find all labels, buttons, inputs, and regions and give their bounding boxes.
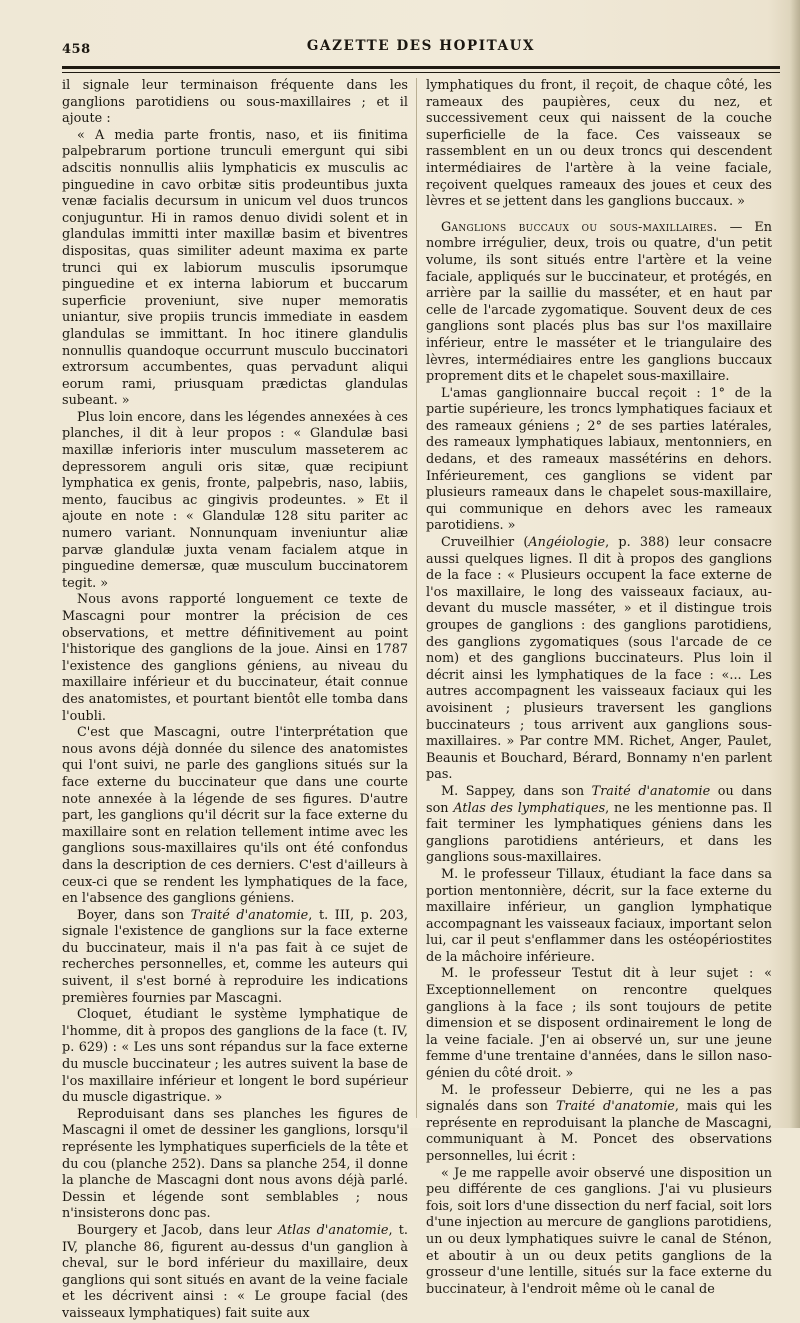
page-edge-shadow	[790, 0, 800, 1128]
text-run: Bourgery et Jacob, dans leur	[77, 1222, 278, 1238]
text-run: , ne les mentionne pas. Il fait terminer les lymphatiques géniens dans les ganglions parotidiens antérieurs, et dans les ganglions sous-maxillaires.	[426, 800, 772, 866]
text-run: M. Sappey, dans son	[441, 783, 592, 799]
book-title: Traité d'anatomie	[190, 907, 309, 923]
paragraph	[62, 1223, 408, 1323]
paragraph: Plus loin encore, dans les légendes annexées à ces planches, il dit à leur propos : « Glandulæ basi maxillæ inferioris inter musculum masseterem ac depressorem anguli oris sitæ, quæ recipiunt lymphatica ex genis, fronte, palpebris, naso, labiis, mento, faucibus ac gingivis prodeuntes. » Et il ajoute en note : « Glandulæ 128 situ pariter ac numero variant. Nonnunquam inveniuntur aliæ parvæ glandulæ juxta venam facialem atque in pinguedine demersæ, quæ musculum buccinatorem tegit. »	[62, 409, 408, 591]
column-divider	[416, 78, 417, 1118]
paragraph: C'est que Mascagni, outre l'interprétation que nous avons déjà donnée du silence des anatomistes qui l'ont suivi, ne parle des ganglions situés sur la face externe du buccinateur que dans une courte note annexée à la légende de ses figures. D'autre part, les ganglions qu'il décrit sur la face externe du maxillaire sont en relation tellement intime avec les ganglions sous-maxillaires qu'ils ont été confondus dans la description de ces derniers. C'est d'ailleurs à ceux-ci que se rendent les lymphatiques de la face, en l'absence des ganglions géniens.	[62, 725, 408, 907]
book-title: Traité d'anatomie	[591, 783, 711, 799]
text-run: , mais qui les représente en reproduisant la planche de Mascagni, communiquant à M. Poncet des observations personnelles, lui écrit :	[426, 1099, 772, 1164]
paragraph: M. le professeur Tillaux, étudiant la face dans sa portion mentonnière, décrit, sur la face externe du maxillaire inférieur, un ganglion lymphatique accompagnant les vaisseaux faciaux, important selon lui, car il peut s'enflammer dans les ostéopériostites de la mâchoire inférieure.	[426, 866, 772, 965]
journal-title: GAZETTE DES HOPITAUX	[306, 38, 536, 54]
latin-quotation: « A media parte frontis, naso, et iis finitima palpebrarum portione trunculi emergunt qui sibi adscitis nonnullis aliis lymphaticis ex musculis ac pinguedine in cavo orbitæ sitis prodeuntibus juxta venæ facialis decursum in unicum vel duos truncos conjuguntur. Hi in ramos denuo dividi solent et in glandulas immitti inter maxillæ basim et biventres dispositas, quas similiter adeunt maxima ex parte trunci qui ex labiorum musculis ipsorumque pinguedine et ex interna labiorum et buccarum superficie proveniunt, sive nuper memoratis uniantur, sive propiis truncis immediate in easdem glandulas se immittant. In hoc itinere glandulis nonnullis quandoque occurrunt musculo buccinatori extrorsum accumbentes, quas pervadunt aliqui eorum rami, priusquam prædictas glandulas subeant. »	[62, 127, 408, 409]
text-run: — En nombre irrégulier, deux, trois ou quatre, d'un petit volume, ils sont situés entre l'artère et la veine faciale, appliqués sur le buccinateur, et protégés, en arrière par la saillie du masséter, et en haut par celle de l'arcade zygomatique. Souvent deux de ces ganglions sont placés plus bas sur l'os maxillaire inférieur, entre le masséter et le triangulaire des lèvres, intermédiaires entre les ganglions buccaux proprement dits et le chapelet sous-maxillaire.	[426, 219, 772, 385]
paragraph: Reproduisant dans ses planches les figures de Mascagni il omet de dessiner les ganglions, lorsqu'il représente les lymphatiques superficiels de la tête et du cou (planche 252). Dans sa planche 254, il donne la planche de Mascagni dont nous avons déjà parlé. Dessin et légende sont semblables ; nous n'insisterons donc pas.	[62, 1106, 408, 1222]
paragraph	[426, 1083, 772, 1166]
paragraph	[426, 784, 772, 867]
text-run: ou dans son	[426, 783, 772, 816]
book-title: Atlas d'anatomie	[277, 1222, 389, 1238]
page-number: 458	[62, 42, 91, 57]
page-header	[62, 36, 780, 62]
book-title: Atlas des lymphatiques	[453, 800, 606, 816]
text-run: , t. IV, planche 86, figurent au-dessus d'un ganglion à cheval, sur le bord inférieur du maxillaire, deux ganglions qui sont situés en avant de la veine faciale et les décrivent ainsi : « Le groupe facial (des vaisseaux lymphatiques) fait suite aux	[62, 1222, 408, 1321]
text-run: Boyer, dans son	[77, 907, 191, 923]
header-rule-thick	[62, 66, 780, 69]
paragraph: lymphatiques du front, il reçoit, de chaque côté, les rameaux des paupières, ceux du nez, et successivement ceux qui naissent de la couche superficielle de la face. Ces vaisseaux se rassemblent en un ou deux troncs qui descendent intermédiaires de l'artère à la veine faciale, reçoivent quelques rameaux des joues et ceux des lèvres et se jettent dans les ganglions buccaux. »	[426, 78, 772, 210]
left-column	[62, 78, 408, 1321]
text-run: Cruveilhier (	[441, 535, 529, 551]
section-heading: Ganglions buccaux ou sous-maxillaires.	[441, 219, 718, 235]
paragraph: M. le professeur Testut dit à leur sujet : « Exceptionnellement on rencontre quelques ganglions à la face ; ils sont toujours de petite dimension et se disposent ordinairement le long de la veine faciale. J'en ai observé un, sur une jeune femme d'une trentaine d'années, dans le sillon naso-génien du côté droit. »	[426, 966, 772, 1082]
paragraph	[62, 908, 408, 1008]
header-rule-thin	[62, 72, 780, 73]
paragraph: il signale leur terminaison fréquente dans les ganglions parotidiens ou sous-maxillaires ; et il ajoute :	[62, 78, 408, 127]
text-run: M. le professeur Debierre, qui ne les a pas signalés dans son	[426, 1082, 772, 1115]
paragraph: Cloquet, étudiant le système lymphatique de l'homme, dit à propos des ganglions de la face (t. IV, p. 629) : « Les uns sont répandus sur la face externe du muscle buccinateur ; les autres suivent la base de l'os maxillaire inférieur et longent le bord supérieur du muscle digastrique. »	[62, 1007, 408, 1106]
paragraph: Nous avons rapporté longuement ce texte de Mascagni pour montrer la précision de ces observations, et mettre définitivement au point l'historique des ganglions de la joue. Ainsi en 1787 l'existence des ganglions géniens, au niveau du maxillaire inférieur et du buccinateur, était connue des anatomistes, et pourtant bientôt elle tomba dans l'oubli.	[62, 592, 408, 724]
section-paragraph	[426, 220, 772, 386]
book-title: Angéiologie	[528, 535, 606, 551]
text-run: , p. 388) leur consacre aussi quelques lignes. Il dit à propos des ganglions de la face : « Plusieurs occupent la face externe de l'os maxillaire, le long des vaisseaux faciaux, au-devant du muscle masséter, » et il distingue trois groupes de ganglions : des ganglions parotidiens, des ganglions zygomatiques (sous l'arcade de ce nom) et des ganglions buccinateurs. Plus loin il décrit ainsi les lymphatiques de la face : «... Les autres accompagnent les vaisseaux faciaux qui les avoisinent ; plusieurs traversent les ganglions buccinateurs ; tous arrivent aux ganglions sous-maxillaires. » Par contre MM. Richet, Anger, Paulet, Beaunis et Bouchard, Bérard, Bonnamy n'en parlent pas.	[426, 535, 772, 783]
paragraph	[426, 535, 772, 784]
paragraph: « Je me rappelle avoir observé une disposition un peu différente de ces ganglions. J'ai vu plusieurs fois, soit lors d'une dissection du nerf facial, soit lors d'une injection au mercure de ganglions parotidiens, un ou deux lymphatiques suivre le canal de Sténon, et aboutir à un ou deux petits ganglions de la grosseur d'une lentille, situés sur la face externe du buccinateur, à l'endroit même où le canal de	[426, 1165, 772, 1297]
paragraph: L'amas ganglionnaire buccal reçoit : 1° de la partie supérieure, les troncs lymphatiques faciaux et des rameaux géniens ; 2° de ses parties latérales, des rameaux lymphatiques labiaux, mentonniers, en dedans, et des rameaux massétérins en dehors. Inférieurement, ces ganglions se vident par plusieurs rameaux dans le chapelet sous-maxillaire, qui communique en dehors avec les rameaux parotidiens. »	[426, 385, 772, 534]
right-column	[426, 78, 772, 1297]
book-title: Traité d'anatomie	[555, 1099, 675, 1115]
text-run: , t. III, p. 203, signale l'existence de ganglions sur la face externe du buccinateur, mais il n'a pas fait à ce sujet de recherches personnelles, et, comme les auteurs qui suivent, il s'est borné à reproduire les indications premières fournies par Mascagni.	[62, 907, 408, 1006]
